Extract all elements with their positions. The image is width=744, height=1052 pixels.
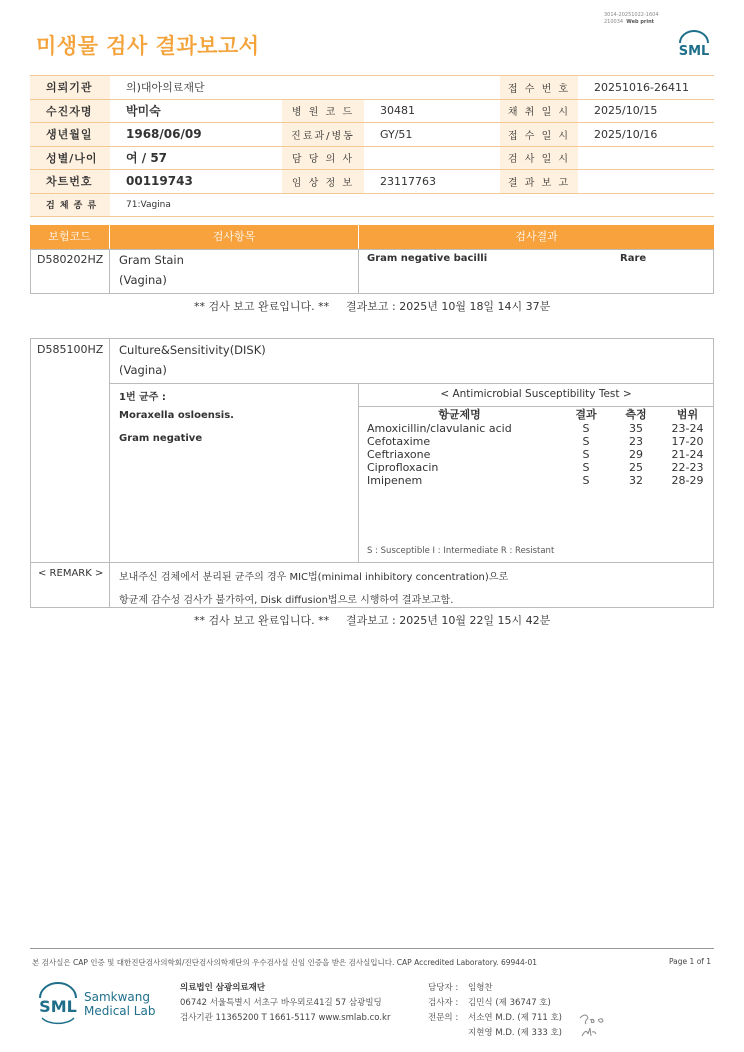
ast-cell: S <box>582 435 590 448</box>
test1-complete: ** 검사 보고 완료입니다. ** <box>194 300 330 313</box>
ast-header-cell: 범위 <box>676 408 699 421</box>
footer-logo-text: SML <box>39 997 77 1016</box>
test1-result: Gram negative bacilli <box>367 253 488 264</box>
test2-code: D585100HZ <box>37 343 104 356</box>
ast-cell: 32 <box>629 474 643 487</box>
ast-row <box>358 422 714 435</box>
ast-cell: 29 <box>629 448 643 461</box>
info-l1: 의뢰기관 <box>30 76 110 100</box>
test2-report-time: 결과보고 : 2025년 10월 22일 15시 42분 <box>346 614 551 627</box>
cert-statement: 본 검사실은 CAP 인증 및 대한진단검사의학회/진단검사의학재단의 우수검사실 신임 인증을 받은 검사실입니다. CAP Accredited Laboratory. 69944-01 <box>32 958 538 967</box>
staff-role: 전문의 : <box>428 1013 459 1023</box>
header-item: 검사항목 <box>109 225 358 249</box>
ast-cell: 23-24 <box>671 422 704 435</box>
info-l2: 진료과/병동 <box>282 123 364 147</box>
staff-name: 임형찬 <box>468 983 493 993</box>
ast-cell: Ceftriaxone <box>367 448 431 461</box>
info-l3: 검 사 일 시 <box>500 146 578 170</box>
info-l1: 생년월일 <box>30 123 110 147</box>
gram-type: Gram negative <box>119 433 203 444</box>
patient-info-row <box>30 170 714 194</box>
info-v2: 23117763 <box>364 170 500 194</box>
ast-cell: 28-29 <box>671 474 704 487</box>
strain-label: 1번 균주 : <box>119 392 166 403</box>
sml-logo <box>676 30 712 60</box>
info-l2: 병 원 코 드 <box>282 99 364 123</box>
info-l3: 채 취 일 시 <box>500 99 578 123</box>
info-v1: 박미숙 <box>110 99 282 123</box>
info-v1: 71:Vagina <box>110 193 714 217</box>
test1-specimen: (Vagina) <box>119 273 167 287</box>
ast-cell: Cefotaxime <box>367 435 431 448</box>
info-v1: 여 / 57 <box>110 146 282 170</box>
ast-row <box>358 474 714 487</box>
patient-info-row <box>30 146 714 170</box>
brand-line2: Medical Lab <box>84 1004 156 1018</box>
info-v3: 20251016-26411 <box>578 76 714 100</box>
info-v2 <box>364 146 500 170</box>
print-code-line1: 3014-20251022-1604 <box>604 12 659 18</box>
info-v3 <box>578 146 714 170</box>
info-l1: 성별/나이 <box>30 146 110 170</box>
print-code-line2: 210034 <box>604 19 624 25</box>
ast-header-cell: 결과 <box>575 408 597 421</box>
info-l3: 접 수 번 호 <box>500 76 578 100</box>
ast-cell: S <box>582 461 590 474</box>
org-address: 06742 서울특별시 서초구 바우뫼로41길 57 삼광빌딩 <box>180 998 382 1008</box>
remark-line1: 보내주신 검체에서 분리된 균주의 경우 MIC법(minimal inhibitory concentration)으로 <box>119 572 509 583</box>
info-v2: 30481 <box>364 99 500 123</box>
ast-cell: 21-24 <box>671 448 704 461</box>
info-v3: 2025/10/16 <box>578 123 714 147</box>
info-v1: 1968/06/09 <box>110 123 282 147</box>
info-l3: 결 과 보 고 <box>500 170 578 194</box>
test1-code: D580202HZ <box>37 253 104 266</box>
ast-cell: 17-20 <box>671 435 704 448</box>
info-l2: 담 당 의 사 <box>282 146 364 170</box>
org-contact: 검사기관 11365200 T 1661-5117 www.smlab.co.kr <box>180 1013 391 1023</box>
test2-complete: ** 검사 보고 완료입니다. ** <box>194 614 330 627</box>
staff-list <box>428 981 562 1041</box>
info-l1: 차트번호 <box>30 170 110 194</box>
ast-legend: S : Susceptible I : Intermediate R : Resistant <box>367 546 555 556</box>
ast-cell: Imipenem <box>367 474 423 487</box>
page-number: Page 1 of 1 <box>669 957 712 966</box>
info-v1: 의)대아의료재단 <box>110 76 500 100</box>
print-code <box>604 12 659 26</box>
footer-divider <box>30 948 714 949</box>
staff-row <box>428 1026 562 1041</box>
staff-row <box>428 1011 562 1026</box>
header-code: 보험코드 <box>48 230 91 243</box>
ast-title: < Antimicrobial Susceptibility Test > <box>440 388 632 400</box>
info-v2: GY/51 <box>364 123 500 147</box>
footer-sml-logo <box>36 978 80 1026</box>
staff-role: 담당자 : <box>428 983 459 993</box>
patient-info-table <box>30 75 714 217</box>
staff-row <box>428 996 562 1011</box>
remark-label: < REMARK > <box>38 568 104 579</box>
ast-cell: S <box>582 422 590 435</box>
staff-role: 검사자 : <box>428 998 459 1008</box>
patient-info-row <box>30 99 714 123</box>
logo-text: SML <box>678 44 710 59</box>
ast-cell: 35 <box>629 422 643 435</box>
info-v1: 00119743 <box>110 170 282 194</box>
ast-header-cell: 항균제명 <box>438 408 481 421</box>
ast-row <box>358 461 714 474</box>
info-l3: 접 수 일 시 <box>500 123 578 147</box>
ast-cell: Ciprofloxacin <box>367 461 439 474</box>
test2-name: Culture&Sensitivity(DISK) <box>119 343 266 357</box>
remark-line2: 항균제 감수성 검사가 불가하여, Disk diffusion법으로 시행하여 결과보고함. <box>119 595 454 606</box>
test1-grade: Rare <box>620 253 647 264</box>
page-title: 미생물 검사 결과보고서 <box>36 34 260 58</box>
patient-info-row <box>30 193 714 217</box>
ast-cell: 22-23 <box>671 461 704 474</box>
header-result: 검사결과 <box>358 225 714 249</box>
ast-row <box>358 448 714 461</box>
info-v3 <box>578 170 714 194</box>
brand-line1: Samkwang <box>84 990 150 1004</box>
info-l1: 수진자명 <box>30 99 110 123</box>
org-name: 의료법인 삼광의료재단 <box>180 983 266 993</box>
organism-name: Moraxella osloensis. <box>119 410 234 421</box>
info-l1: 검 체 종 류 <box>30 193 110 217</box>
result-header-bar <box>30 225 714 249</box>
test2-specimen: (Vagina) <box>119 363 167 377</box>
staff-name: 서소연 M.D. (제 711 호) <box>468 1013 563 1023</box>
test1-name: Gram Stain <box>119 253 184 267</box>
ast-row <box>358 435 714 448</box>
test1-report-time: 결과보고 : 2025년 10월 18일 14시 37분 <box>346 300 551 313</box>
ast-cell: Amoxicillin/clavulanic acid <box>367 422 512 435</box>
patient-info-row <box>30 123 714 147</box>
web-print-label: Web print <box>626 19 655 25</box>
info-v3: 2025/10/15 <box>578 99 714 123</box>
ast-cell: 23 <box>629 435 643 448</box>
ast-header-cell: 측정 <box>625 408 647 421</box>
ast-table <box>358 406 714 487</box>
ast-cell: S <box>582 448 590 461</box>
patient-info-row <box>30 76 714 100</box>
staff-row <box>428 981 562 996</box>
info-l2: 임 상 정 보 <box>282 170 364 194</box>
ast-cell: 25 <box>629 461 643 474</box>
staff-name: 김민식 (제 36747 호) <box>468 998 551 1008</box>
staff-name: 지현영 M.D. (제 333 호) <box>468 1028 563 1038</box>
signature <box>576 1010 610 1042</box>
ast-cell: S <box>582 474 590 487</box>
